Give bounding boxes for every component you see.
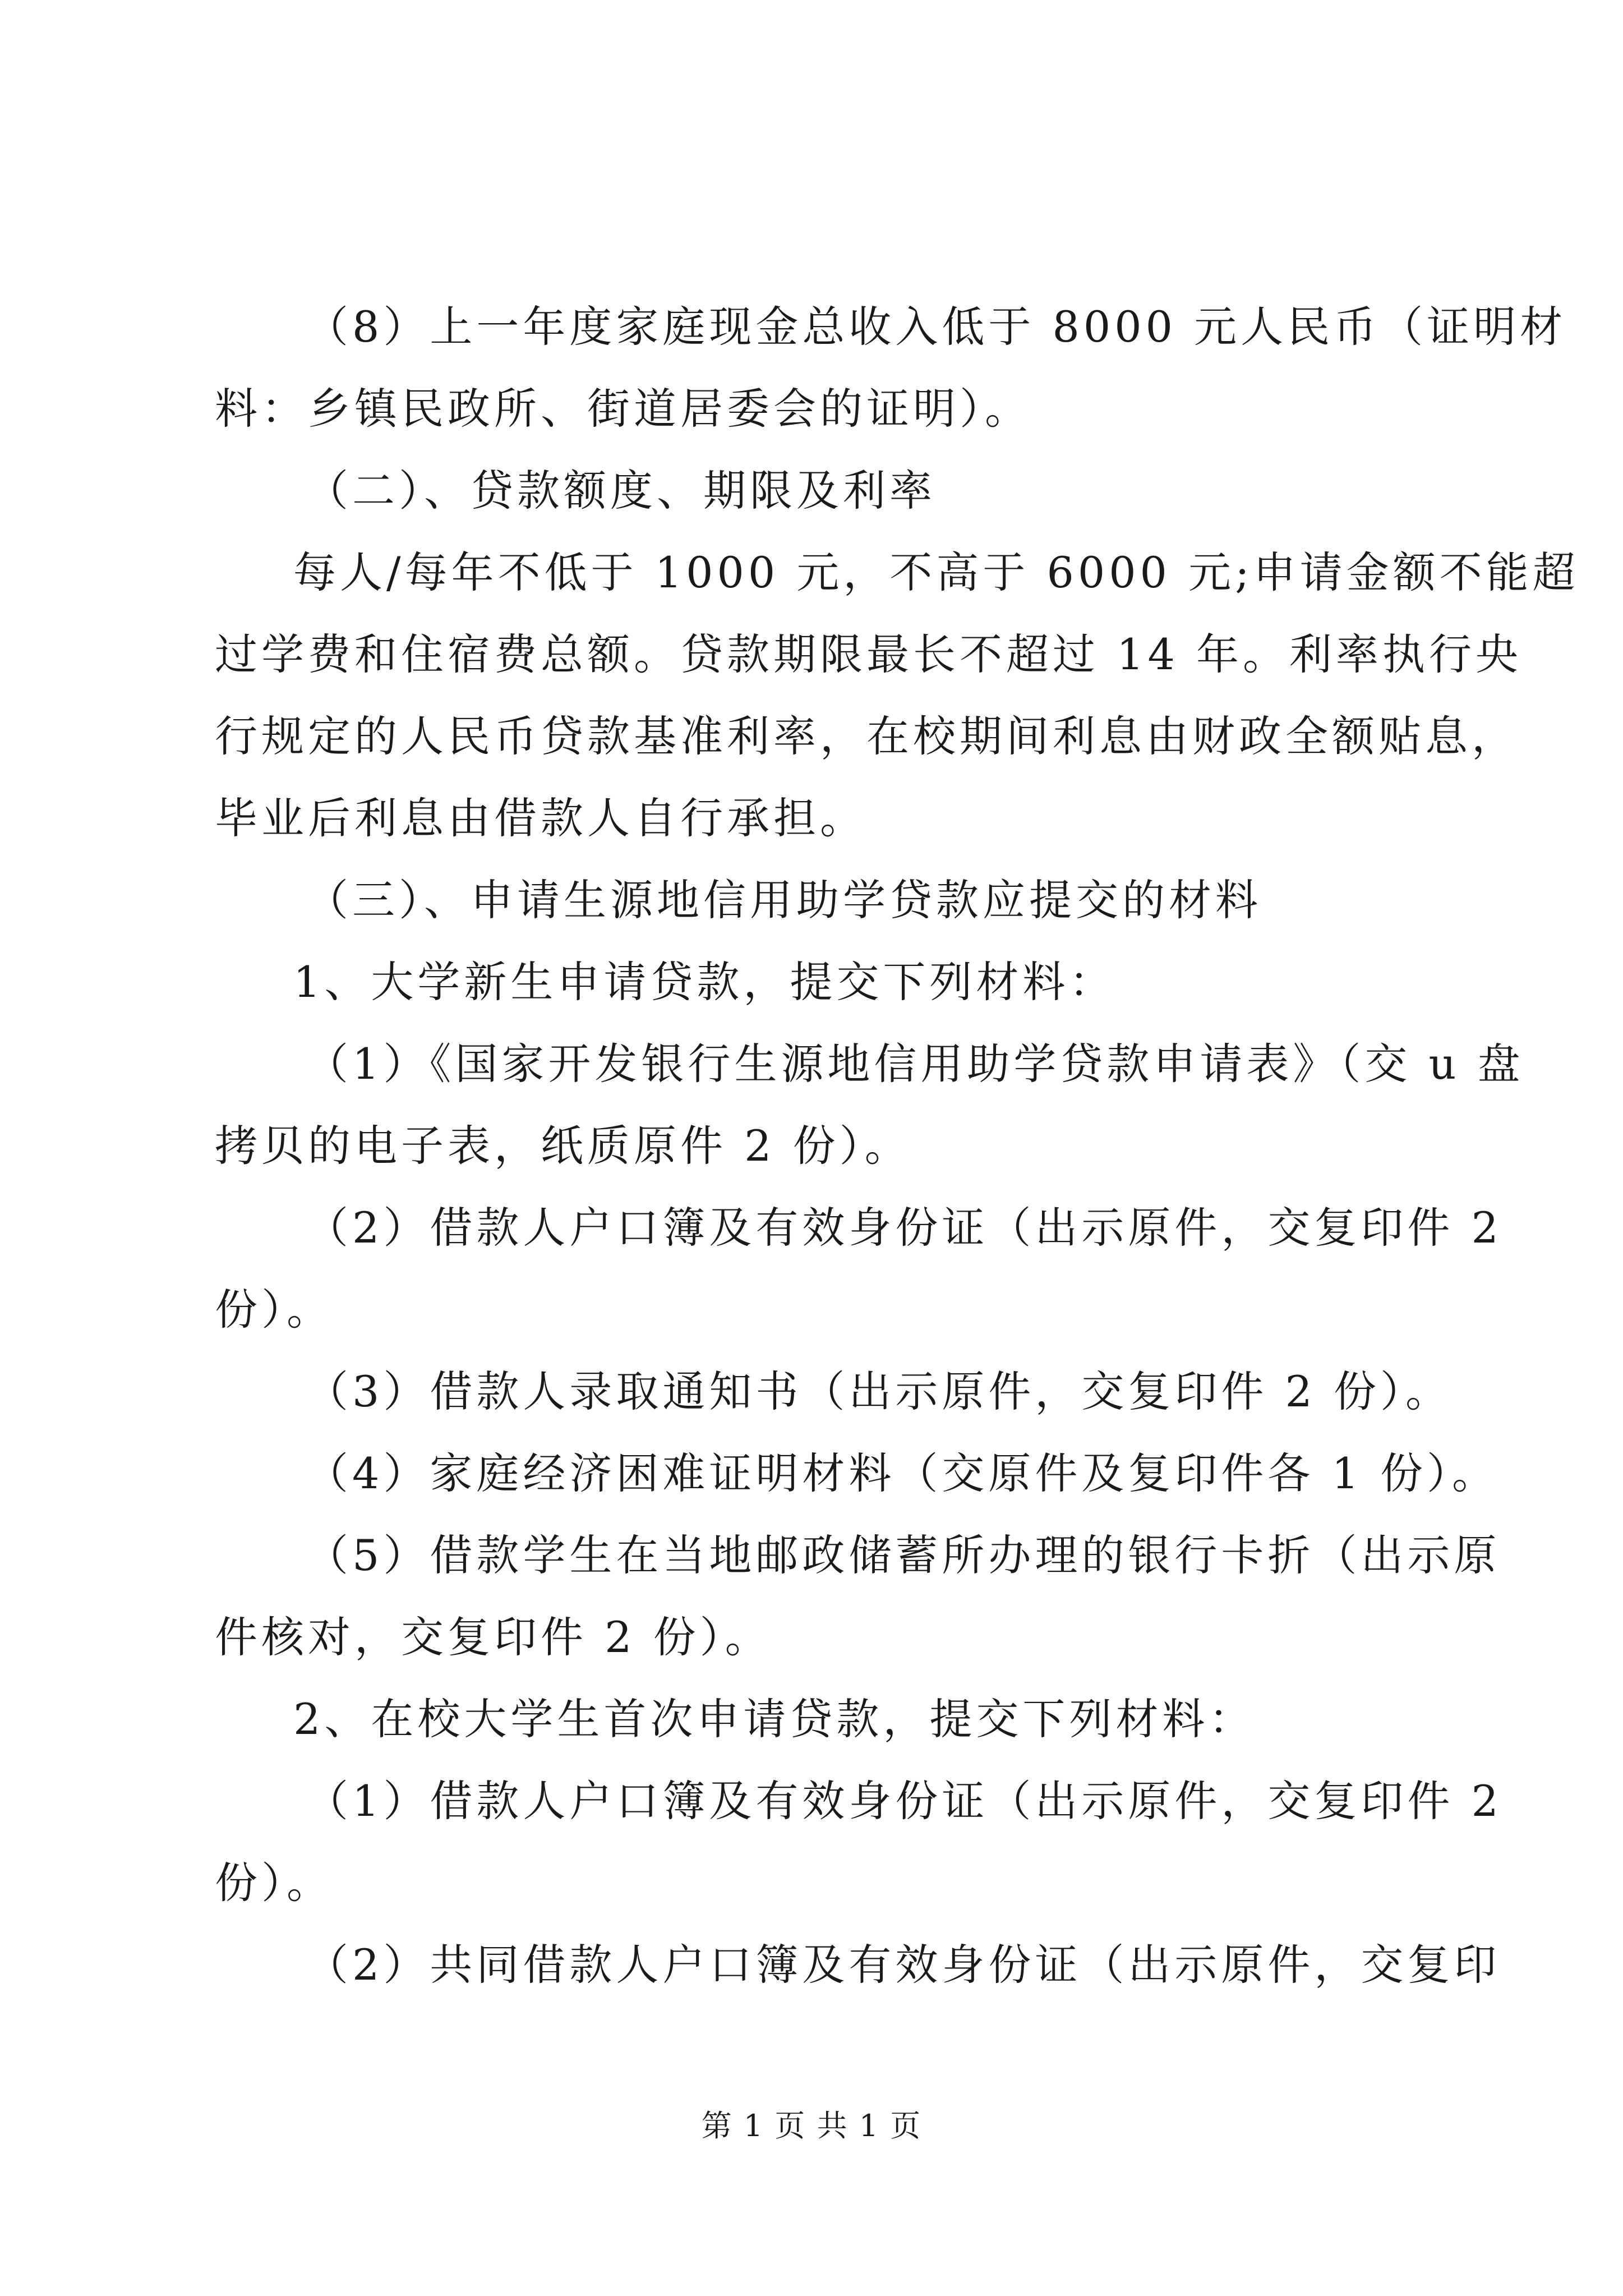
list-item-3-admission-notice: （3）借款人录取通知书（出示原件，交复印件 2 份）。 [306, 1366, 1453, 1416]
list-item-1-application-form: （1）《国家开发银行生源地信用助学贷款申请表》（交 u 盘 [306, 1039, 1524, 1089]
page-footer: 第 1 页 共 1 页 [701, 2108, 922, 2143]
document-body [215, 286, 1579, 2006]
section-heading-materials: （三）、申请生源地信用助学贷款应提交的材料 [306, 875, 1262, 925]
paragraph-line-loan-amount: 每人/每年不低于 1000 元，不高于 6000 元;申请金额不能超 [293, 547, 1579, 597]
paragraph-line-interest-cont: 毕业后利息由借款人自行承担。 [215, 793, 866, 843]
list-heading-freshmen: 1、大学新生申请贷款，提交下列材料： [293, 957, 1116, 1007]
list-item-1-cont: 拷贝的电子表，纸质原件 2 份）。 [215, 1121, 911, 1171]
list-item-5-bank-card: （5）借款学生在当地邮政储蓄所办理的银行卡折（出示原 [306, 1530, 1501, 1580]
list-item-2-co-borrower: （2）共同借款人户口簿及有效身份证（出示原件，交复印 [306, 1940, 1501, 1990]
list-item-2-cont: 份）。 [215, 1285, 333, 1335]
section-heading-loan-amount: （二）、贷款额度、期限及利率 [306, 466, 936, 516]
list-item-2-household-register: （2）借款人户口簿及有效身份证（出示原件，交复印件 2 [306, 1203, 1502, 1253]
paragraph-line-interest: 行规定的人民币贷款基准利率，在校期间利息由财政全额贴息， [215, 711, 1518, 761]
paragraph-line-loan-term: 过学费和住宿费总额。贷款期限最长不超过 14 年。利率执行央 [215, 629, 1523, 679]
paragraph-line-item-8-cont: 料：乡镇民政所、街道居委会的证明）。 [215, 384, 1031, 434]
list-item-1-household-cont: 份）。 [215, 1858, 333, 1908]
list-item-5-cont: 件核对，交复印件 2 份）。 [215, 1612, 772, 1662]
list-heading-current-students: 2、在校大学生首次申请贷款，提交下列材料： [293, 1694, 1256, 1744]
list-item-1-household-register: （1）借款人户口簿及有效身份证（出示原件，交复印件 2 [306, 1776, 1502, 1826]
paragraph-line-item-8: （8）上一年度家庭现金总收入低于 8000 元人民币（证明材 [306, 302, 1567, 352]
list-item-4-hardship-proof: （4）家庭经济困难证明材料（交原件及复印件各 1 份）。 [306, 1448, 1499, 1498]
